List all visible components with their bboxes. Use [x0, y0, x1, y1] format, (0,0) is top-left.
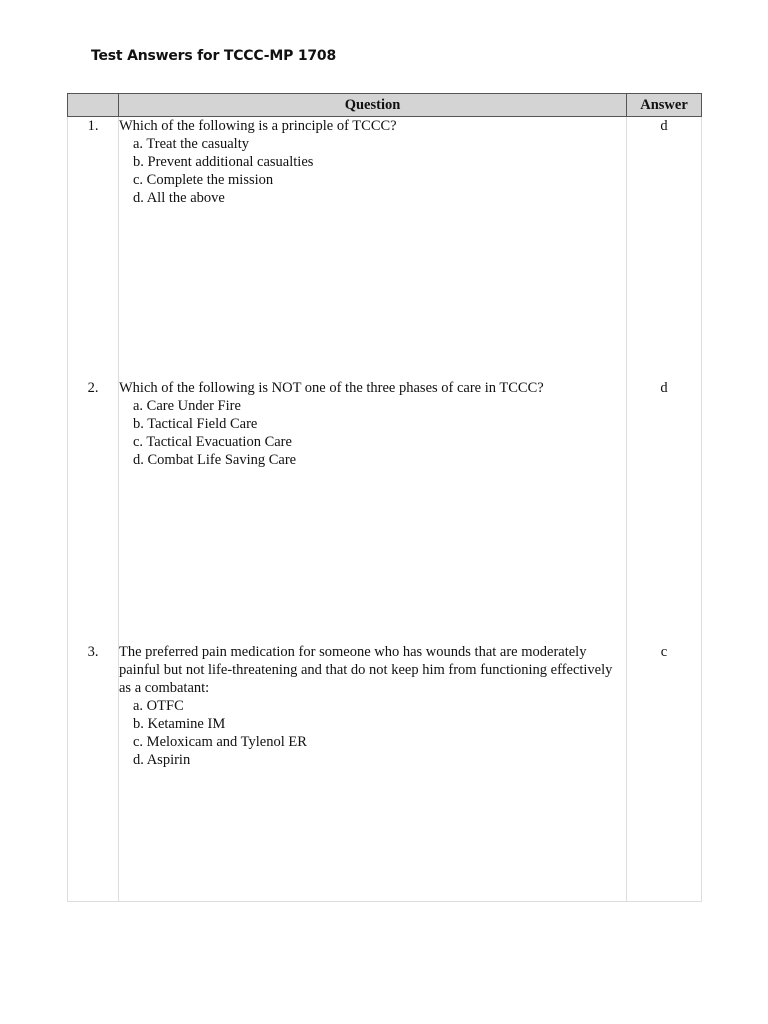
question-text: The preferred pain medication for someone who has wounds that are moderately painful but not life-threatening and that do not keep him from functioning effectively as a combatant:	[119, 644, 613, 696]
answer-cell: c	[627, 643, 702, 902]
question-cell	[119, 643, 627, 902]
option-d: d. All the above	[133, 190, 225, 206]
option-c: c. Tactical Evacuation Care	[133, 434, 292, 450]
question-cell	[119, 379, 627, 643]
question-text: Which of the following is NOT one of the three phases of care in TCCC?	[119, 380, 544, 396]
qa-table	[67, 93, 702, 902]
option-b: b. Tactical Field Care	[133, 416, 258, 432]
option-a: a. OTFC	[133, 698, 184, 714]
question-number: 3.	[68, 643, 119, 902]
number-column-header	[68, 94, 119, 117]
question-cell	[119, 117, 627, 380]
header-row	[68, 94, 702, 117]
question-column-header: Question	[119, 94, 627, 117]
table-row	[68, 379, 702, 643]
option-c: c. Complete the mission	[133, 172, 274, 188]
option-d: d. Combat Life Saving Care	[133, 452, 297, 468]
answer-column-header: Answer	[627, 94, 702, 117]
question-number: 2.	[68, 379, 119, 643]
answer-cell: d	[627, 117, 702, 380]
option-b: b. Ketamine IM	[133, 716, 226, 732]
page-title: Test Answers for TCCC-MP 1708	[91, 48, 336, 64]
table-row	[68, 117, 702, 380]
question-number: 1.	[68, 117, 119, 380]
option-c: c. Meloxicam and Tylenol ER	[133, 734, 307, 750]
option-d: d. Aspirin	[133, 752, 191, 768]
question-text: Which of the following is a principle of TCCC?	[119, 118, 397, 134]
answer-cell: d	[627, 379, 702, 643]
option-b: b. Prevent additional casualties	[133, 154, 314, 170]
option-a: a. Care Under Fire	[133, 398, 241, 414]
option-a: a. Treat the casualty	[133, 136, 249, 152]
table-row	[68, 643, 702, 902]
